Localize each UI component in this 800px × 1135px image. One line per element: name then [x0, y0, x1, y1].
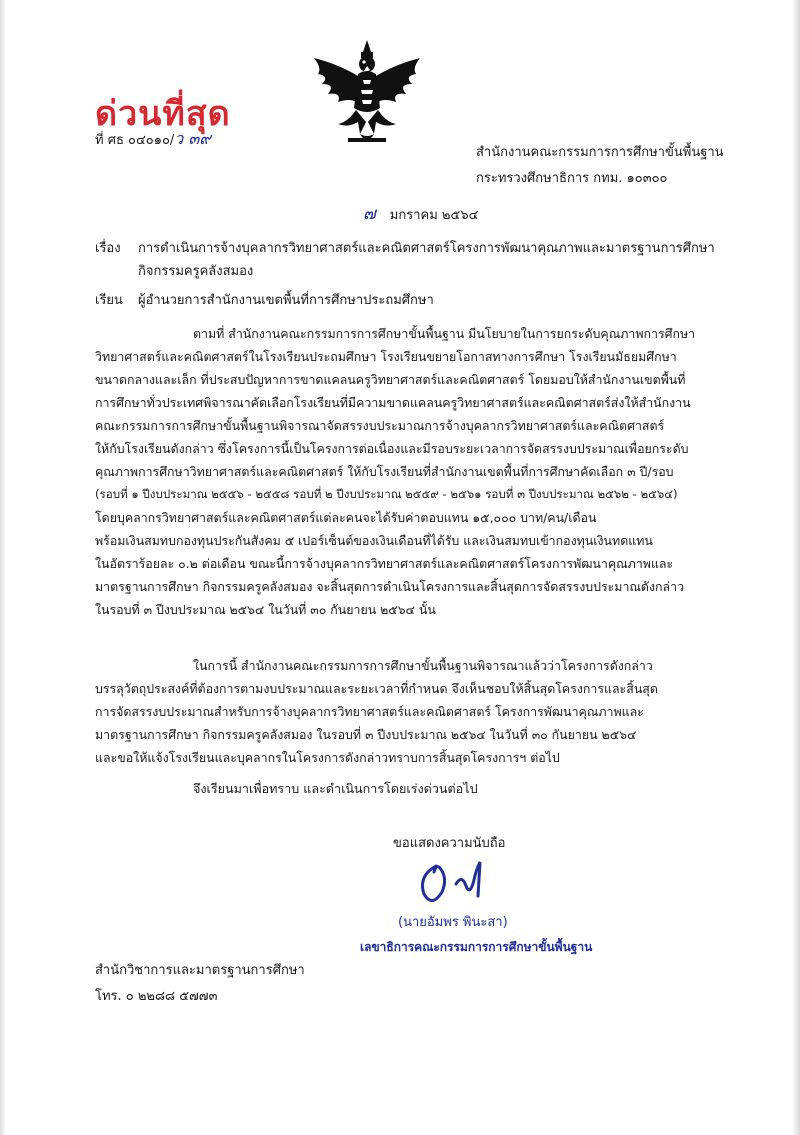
signatory-title: เลขาธิการคณะกรรมการการศึกษาขั้นพื้นฐาน: [360, 940, 593, 954]
paragraph-line: มาตรฐานการศึกษา กิจกรรมครูคลังสมอง จะสิ้นสุดการดำเนินโครงการและสิ้นสุดการจัดสรรงบประมาณดังกล่าว: [95, 579, 685, 594]
garuda-emblem-icon: [308, 38, 426, 150]
paragraph-line: มาตรฐานการศึกษา กิจกรรมครูคลังสมอง ในรอบที่ ๓ ปีงบประมาณ ๒๕๖๔ ในวันที่ ๓๐ กันยายน ๒๕๖๔: [95, 727, 637, 742]
closing-request: จึงเรียนมาเพื่อทราบ และดำเนินการโดยเร่งด่วนต่อไป: [193, 781, 478, 796]
scan-edge-left: [0, 0, 6, 1135]
paragraph-line: ในรอบที่ ๓ ปีงบประมาณ ๒๕๖๔ ในวันที่ ๓๐ กันยายน ๒๕๖๔ นั้น: [95, 602, 436, 617]
paragraph-line: วิทยาศาสตร์และคณิตศาสตร์ในโรงเรียนประถมศึกษา โรงเรียนขยายโอกาสทางการศึกษา โรงเรียนมัธยมศึกษา: [95, 349, 677, 364]
recipient-text: ผู้อำนวยการสำนักงานเขตพื้นที่การศึกษาประถมศึกษา: [138, 293, 434, 308]
document-number: [95, 130, 211, 150]
date-day-handwritten: ๗: [363, 204, 376, 224]
body-paragraph-2: [95, 654, 735, 769]
paragraph-line: ในการนี้ สำนักงานคณะกรรมการการศึกษาขั้นพื้นฐานพิจารณาแล้วว่าโครงการดังกล่าว: [193, 658, 653, 673]
paragraph-line: และขอให้แจ้งโรงเรียนและบุคลากรในโครงการดังกล่าวทราบการสิ้นสุดโครงการฯ ต่อไป: [95, 750, 560, 765]
document-number-prefix: ที่ ศธ ๐๔๐๑๐/: [95, 133, 175, 148]
paragraph-line: โดยบุคลากรวิทยาศาสตร์และคณิตศาสตร์แต่ละคนจะได้รับค่าตอบแทน ๑๕,๐๐๐ บาท/คน/เดือน: [95, 510, 597, 525]
footer-department: สำนักวิชาการและมาตรฐานการศึกษา: [95, 963, 305, 978]
paragraph-line: การจัดสรรงบประมาณสำหรับการจ้างบุคลากรวิทยาศาสตร์และคณิตศาสตร์ โครงการพัฒนาคุณภาพและ: [95, 704, 644, 719]
paragraph-line: ให้กับโรงเรียนดังกล่าว ซึ่งโครงการนี้เป็นโครงการต่อเนื่องและมีรอบระยะเวลาการจัดสรรงบประมาณเพื่อยกระดับ: [95, 441, 689, 456]
organization-name: สำนักงานคณะกรรมการการศึกษาขั้นพื้นฐาน: [476, 145, 724, 160]
organization-address: กระทรวงศึกษาธิการ กทม. ๑๐๓๐๐: [476, 171, 668, 186]
date-month-year: มกราคม ๒๕๖๔: [389, 208, 479, 223]
recipient-label: เรียน: [95, 293, 123, 308]
subject-label: เรื่อง: [95, 241, 121, 256]
urgency-stamp: ด่วนที่สุด: [95, 94, 231, 134]
paragraph-line: พร้อมเงินสมทบกองทุนประกันสังคม ๕ เปอร์เซ็นต์ของเงินเดือนที่ได้รับ และเงินสมทบเข้ากองทุนเงินทดแทน: [95, 533, 653, 548]
document-number-handwritten: ว ๓๙: [174, 129, 212, 148]
paragraph-line: การศึกษาทั่วประเทศพิจารณาคัดเลือกโรงเรียนที่มีความขาดแคลนครูวิทยาศาสตร์และคณิตศาสตร์ส่งให้สำนักงาน: [95, 395, 691, 410]
footer-phone: โทร. ๐ ๒๒๘๘ ๕๗๗๓: [95, 989, 218, 1004]
subject-line-1: การดำเนินการจ้างบุคลากรวิทยาศาสตร์และคณิตศาสตร์โครงการพัฒนาคุณภาพและมาตรฐานการศึกษา: [138, 241, 715, 256]
paragraph-line: ขนาดกลางและเล็ก ที่ประสบปัญหาการขาดแคลนครูวิทยาศาสตร์และคณิตศาสตร์ โดยมอบให้สำนักงานเขตพื้นที่: [95, 372, 686, 387]
paragraph-line: คณะกรรมการการศึกษาขั้นพื้นฐานพิจารณาจัดสรรงบประมาณการจ้างบุคลากรวิทยาศาสตร์และคณิตศาสตร์: [95, 418, 665, 433]
paragraph-line: ตามที่ สำนักงานคณะกรรมการการศึกษาขั้นพื้นฐาน มีนโยบายในการยกระดับคุณภาพการศึกษา: [193, 326, 696, 341]
paragraph-line: (รอบที่ ๑ ปีงบประมาณ ๒๕๕๖ - ๒๕๕๘ รอบที่ ๒ ปีงบประมาณ ๒๕๕๙ - ๒๕๖๑ รอบที่ ๓ ปีงบประมาณ ๒๕๖๒ - ๒๕๖๔): [95, 487, 678, 501]
paragraph-line: ในอัตราร้อยละ ๐.๒ ต่อเดือน ขณะนี้การจ้างบุคลากรวิทยาศาสตร์และคณิตศาสตร์โครงการพัฒนาคุณภาพและ: [95, 556, 674, 571]
body-paragraph-1: [95, 322, 735, 621]
salutation: ขอแสดงความนับถือ: [393, 836, 506, 851]
paragraph-line: บรรลุวัตถุประสงค์ที่ต้องการตามงบประมาณและระยะเวลาที่กำหนด จึงเห็นชอบให้สิ้นสุดโครงการและสิ้นสุด: [95, 681, 658, 696]
scan-edge-right: [792, 0, 800, 1135]
subject-line-2: กิจกรรมครูคลังสมอง: [138, 264, 254, 279]
signatory-name: (นายอัมพร พินะสา): [398, 915, 508, 930]
handwritten-signature: [414, 856, 494, 908]
paragraph-line: คุณภาพการศึกษาวิทยาศาสตร์และคณิตศาสตร์ ให้กับโรงเรียนที่สำนักงานเขตพื้นที่การศึกษาคัดเลือก ๓ ปี/รอบ: [95, 464, 674, 479]
letter-date: [363, 205, 478, 225]
